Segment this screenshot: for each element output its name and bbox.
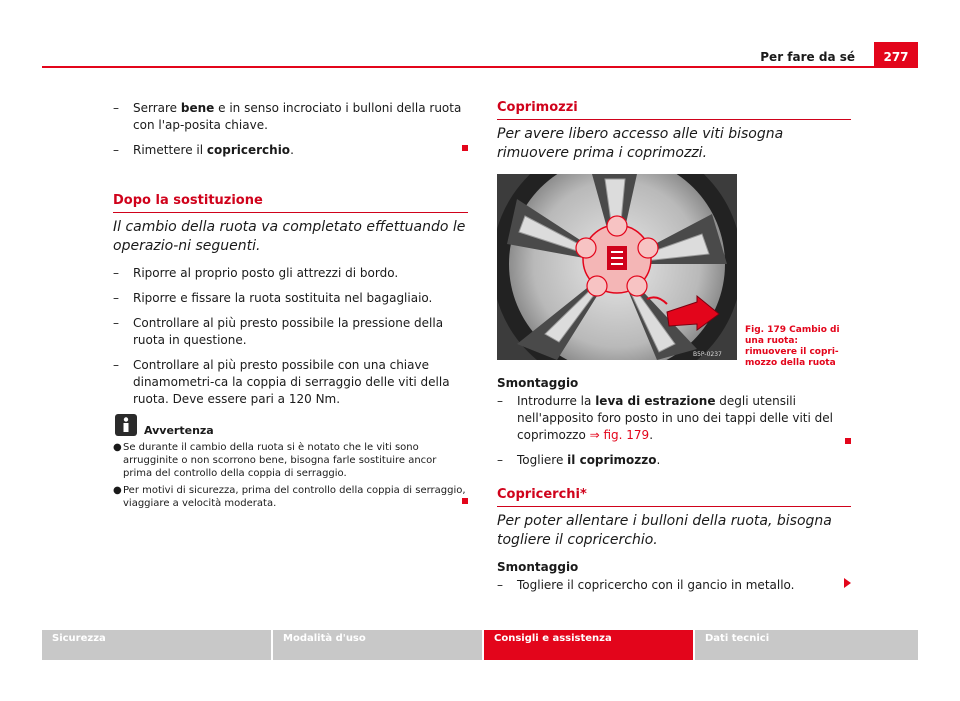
figure-code: B5P-0237 <box>693 351 722 358</box>
warning-item: ● Per motivi di sicurezza, prima del controllo della coppia di serraggio, viaggiare a velocità moderata. <box>113 485 466 509</box>
header-rule <box>42 66 918 68</box>
left-top-steps <box>113 100 468 159</box>
footer-tab-advice[interactable]: Consigli e assistenza <box>484 630 693 660</box>
step-item: – Riporre al proprio posto gli attrezzi di bordo. <box>113 266 399 280</box>
section-end-marker <box>845 438 851 444</box>
wheel-cover-steps <box>497 577 849 594</box>
hubcap-steps <box>497 393 849 469</box>
running-header: Per fare da sé <box>760 50 855 64</box>
step-item: – Controllare al più presto possibile con una chiave dinamometri-ca la coppia di serraggio delle viti della ruota. Deve essere pari a 120 Nm. <box>113 358 450 406</box>
footer-tab-usage[interactable]: Modalità d'uso <box>273 630 482 660</box>
step-item: – Togliere il copricercho con il gancio in metallo. <box>497 578 795 592</box>
section-title-after-replacement: Dopo la sostituzione <box>113 193 468 213</box>
step-item: – Serrare bene e in senso incrociato i bulloni della ruota con l'ap-posita chiave. <box>113 101 462 132</box>
section-intro: Il cambio della ruota va completato effettuando le operazio-ni seguenti. <box>113 219 466 254</box>
section-title-wheel-covers: Copricerchi* <box>497 487 851 507</box>
section-end-marker <box>462 498 468 504</box>
step-item: – Rimettere il copricerchio. <box>113 143 294 157</box>
section-intro: Per poter allentare i bulloni della ruota, bisogna togliere il copricerchio. <box>497 513 832 548</box>
subheading-removal: Smontaggio <box>497 560 579 574</box>
info-icon <box>115 414 137 436</box>
continue-arrow-icon <box>844 578 851 588</box>
section-end-marker <box>462 145 468 151</box>
warning-title: Avvertenza <box>144 424 214 437</box>
warning-list <box>113 441 468 510</box>
warning-item: ● Se durante il cambio della ruota si è notato che le viti sono arrugginite o non scorrono bene, bisogna farle sostituire ancor prima del controllo della coppia di serraggio. <box>113 442 437 479</box>
step-item: – Controllare al più presto possibile la pressione della ruota in questione. <box>113 316 444 347</box>
wheel-figure <box>497 174 737 360</box>
figure-caption: Fig. 179 Cambio di una ruota: rimuovere il copri-mozzo della ruota <box>745 325 840 368</box>
step-item: – Riporre e fissare la ruota sostituita nel bagagliaio. <box>113 291 433 305</box>
figure-link[interactable]: ⇒ fig. 179 <box>589 428 650 442</box>
footer-tab-technical[interactable]: Dati tecnici <box>695 630 918 660</box>
footer-tab-safety[interactable]: Sicurezza <box>42 630 271 660</box>
section-intro: Per avere libero accesso alle viti bisogna rimuovere prima i coprimozzi. <box>497 126 784 161</box>
after-replacement-steps <box>113 265 463 408</box>
step-item: – Togliere il coprimozzo. <box>497 453 661 467</box>
page-number: 277 <box>883 50 909 64</box>
section-title-hubcaps: Coprimozzi <box>497 100 851 120</box>
subheading-removal: Smontaggio <box>497 376 579 390</box>
step-item: – Introdurre la leva di estrazione degli utensili nell'apposito foro posto in uno dei tappi delle viti del coprimozzo ⇒ fig. 179. <box>497 394 833 442</box>
page-number-box <box>874 42 918 68</box>
